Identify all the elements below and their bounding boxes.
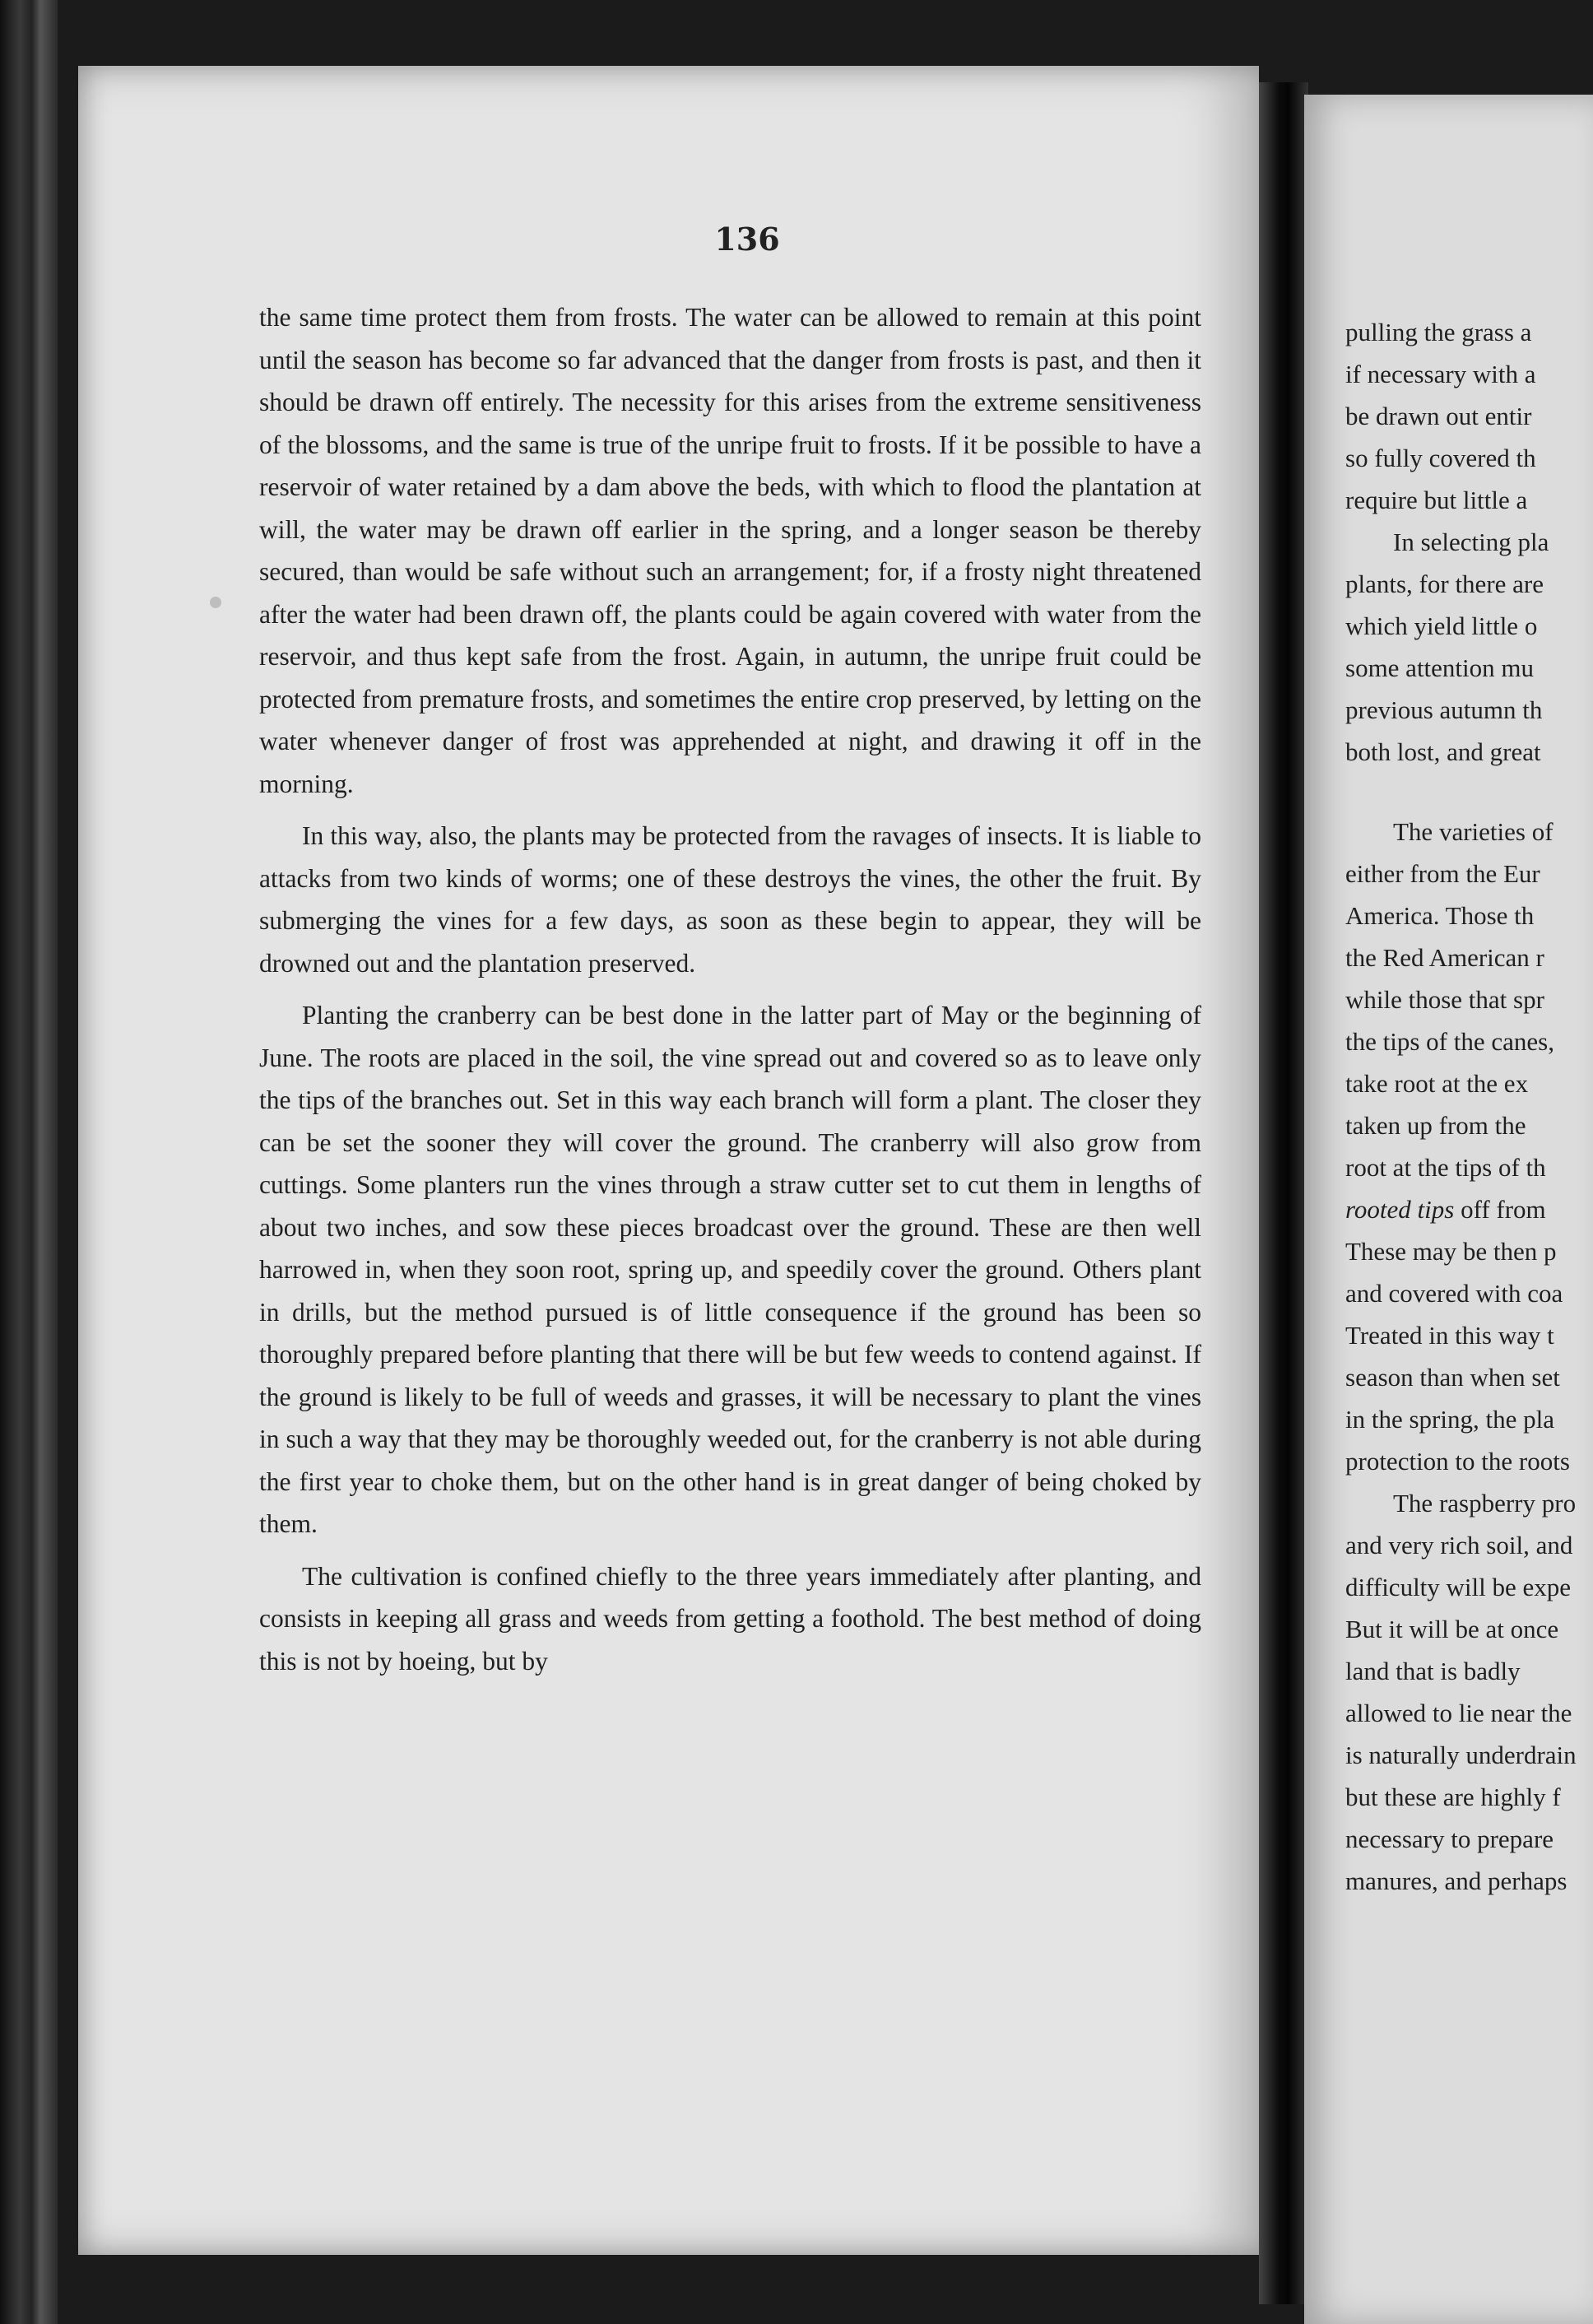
right-line bbox=[1345, 1188, 1593, 1230]
right-line: necessary to prepare bbox=[1345, 1824, 1554, 1853]
paragraph-1: the same time protect them from frosts. The water can be allowed to remain at this point until the season has become so far advanced that the danger from frosts is past, and then it should be drawn off entirely. The necessity for this arises from the extreme sensitiveness of the blossoms, and the same is true of the unripe fruit to frosts. If it be possible to have a reservoir of water retained by a dam above the beds, with which to flood the plantation at will, the water may be drawn off earlier in the spring, and a longer season be thereby secured, than would be safe without such an arrangement; for, if a frosty night threatened after the water had been drawn off, the plants could be again covered with water from the reservoir, and thus kept safe from the frost. Again, in autumn, the unripe fruit could be protected from premature frosts, and sometimes the entire crop preserved, by letting on the water whenever danger of frost was apprehended at night, and drawing it off in the morning. bbox=[259, 303, 1201, 798]
right-line: while those that spr bbox=[1345, 985, 1544, 1014]
main-text-column bbox=[259, 296, 1201, 1682]
right-line: so fully covered th bbox=[1345, 444, 1536, 472]
right-line: But it will be at once bbox=[1345, 1615, 1559, 1643]
right-line: root at the tips of th bbox=[1345, 1153, 1546, 1182]
right-line: plants, for there are bbox=[1345, 569, 1544, 598]
right-line: which yield little o bbox=[1345, 611, 1538, 640]
right-line: America. Those th bbox=[1345, 901, 1535, 930]
paragraph-4: The cultivation is confined chiefly to the three years immediately after planting, and consists in keeping all grass and weeds from getting a foothold. The best method of doing this is not by hoeing, but by bbox=[259, 1561, 1201, 1676]
right-line: difficulty will be expe bbox=[1345, 1573, 1572, 1601]
italic-phrase: rooted tips bbox=[1345, 1195, 1455, 1224]
right-line: The raspberry pro bbox=[1393, 1489, 1577, 1518]
right-line: pulling the grass a bbox=[1345, 318, 1532, 346]
right-line: These may be then p bbox=[1345, 1237, 1557, 1266]
right-line: if necessary with a bbox=[1345, 360, 1536, 388]
right-line: either from the Eur bbox=[1345, 859, 1540, 888]
right-line: and very rich soil, and bbox=[1345, 1531, 1573, 1559]
right-line: allowed to lie near the bbox=[1345, 1699, 1572, 1727]
right-line: both lost, and great bbox=[1345, 737, 1541, 766]
right-line: In selecting pla bbox=[1393, 528, 1549, 556]
right-line: take root at the ex bbox=[1345, 1069, 1529, 1098]
right-line: but these are highly f bbox=[1345, 1783, 1561, 1811]
right-line: in the spring, the pla bbox=[1345, 1405, 1554, 1434]
right-line: the Red American r bbox=[1345, 943, 1544, 972]
right-line: be drawn out entir bbox=[1345, 402, 1532, 430]
book-binding bbox=[1259, 82, 1308, 2304]
right-line: protection to the roots bbox=[1345, 1447, 1570, 1476]
paragraph-2: In this way, also, the plants may be protected from the ravages of insects. It is liable to attacks from two kinds of worms; one of these destroys the vines, the other the fruit. By submerging the vines for a few days, as soon as these begin to appear, they will be drowned out and the plantation preserved. bbox=[259, 821, 1201, 978]
page-number: 136 bbox=[714, 221, 780, 258]
right-line: Treated in this way t bbox=[1345, 1321, 1554, 1350]
right-line: and covered with coa bbox=[1345, 1279, 1563, 1308]
section-gap bbox=[1345, 773, 1593, 811]
right-line: is naturally underdrain bbox=[1345, 1741, 1577, 1769]
right-line: require but little a bbox=[1345, 486, 1528, 514]
right-line: previous autumn th bbox=[1345, 695, 1543, 724]
right-line: The varieties of bbox=[1393, 817, 1554, 846]
right-line: the tips of the canes, bbox=[1345, 1027, 1554, 1056]
paragraph-3: Planting the cranberry can be best done in the latter part of May or the beginning of June. The roots are placed in the soil, the vine spread out and covered so as to leave only the tips of the branches out. Set in this way each branch will form a plant. The closer they can be set the sooner they will cover the ground. The cranberry will also grow from cuttings. Some planters run the vines through a straw cutter set to cut them in lengths of about two inches, and sow these pieces broadcast over the ground. These are then well harrowed in, when they soon root, spring up, and speedily cover the ground. Others plant in drills, but the method pursued is of little consequence if the ground has been so thoroughly prepared before planting that there will be but few weeds to contend against. If the ground is likely to be full of weeds and grasses, it will be necessary to plant the vines in such a way that they may be thoroughly weeded out, for the cranberry is not able during the first year to choke them, but on the other hand is in great danger of being choked by them. bbox=[259, 1001, 1201, 1538]
right-line: some attention mu bbox=[1345, 653, 1535, 682]
right-page-text bbox=[1345, 311, 1593, 1902]
right-line-rest: off from bbox=[1454, 1195, 1546, 1224]
right-line: manures, and perhaps bbox=[1345, 1866, 1567, 1895]
ink-smudge bbox=[210, 597, 221, 608]
right-line: season than when set bbox=[1345, 1363, 1560, 1392]
right-line: land that is badly bbox=[1345, 1657, 1521, 1685]
scan-border-left bbox=[0, 0, 58, 2324]
right-line: taken up from the bbox=[1345, 1111, 1526, 1140]
